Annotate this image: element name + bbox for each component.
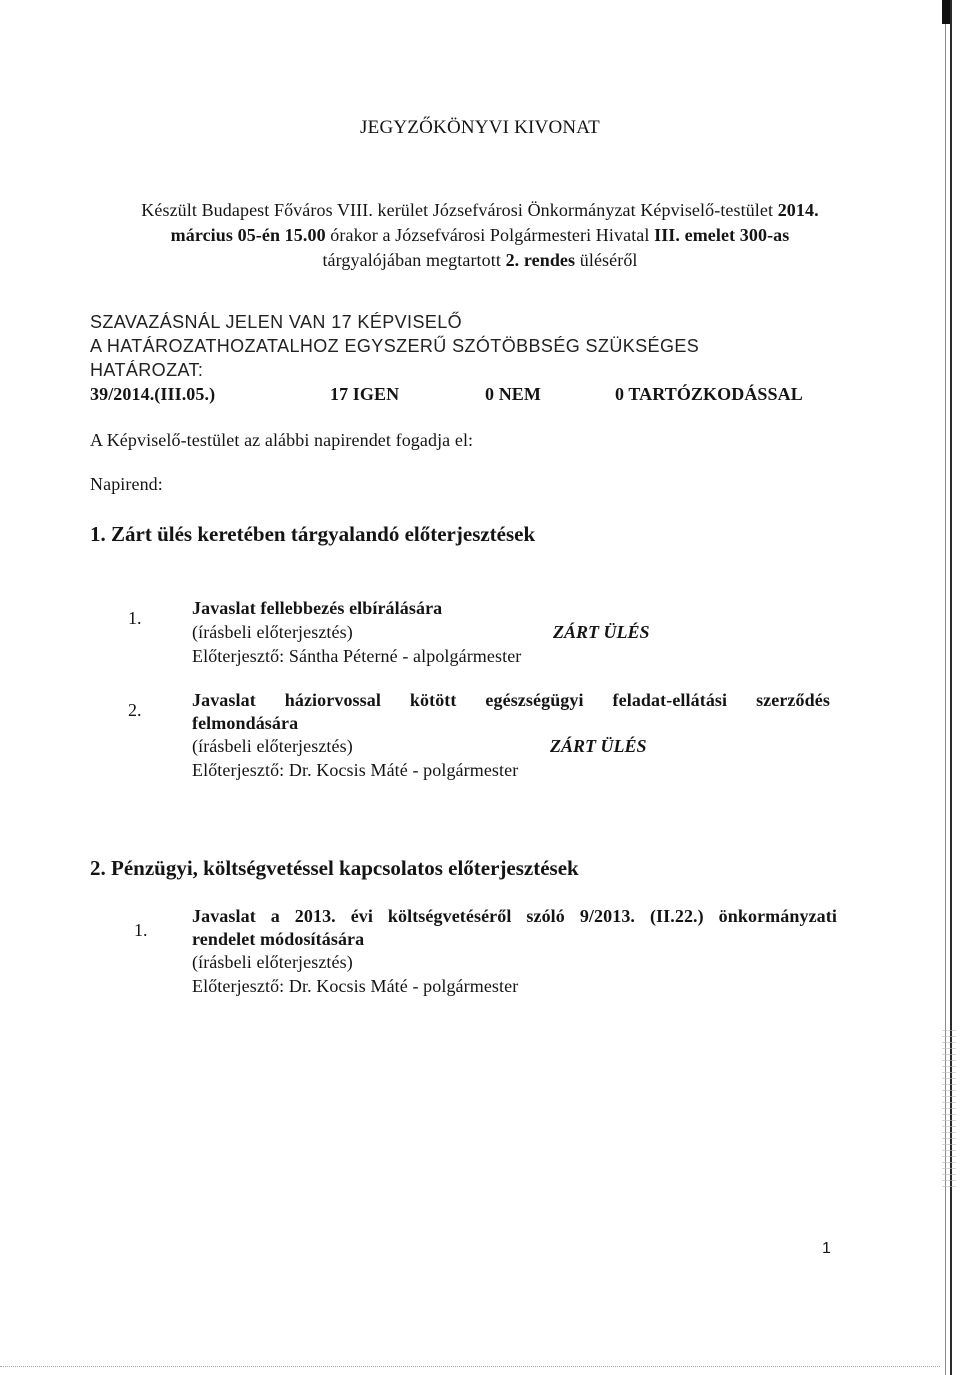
vote-no-text: 0 NEM [485,384,541,404]
item-title-line-2 [192,929,364,950]
vote-yes [330,384,399,405]
item-presenter: Előterjesztő: Dr. Kocsis Máté - polgármester [192,976,519,996]
vote-yes-text: 17 IGEN [330,384,400,404]
accept-text: A Képviselő-testület az alábbi napirendet fogadja el: [90,430,474,450]
item-title-word: (II.22.) [649,906,704,926]
item-type: (írásbeli előterjesztés) [192,952,353,972]
resolution-number [90,384,215,405]
intro-floor: III. [654,225,681,245]
vote-no [485,384,541,405]
intro-text: üléséről [575,250,638,270]
item-title-word: Javaslat [192,690,256,710]
closed-session-label: ZÁRT ÜLÉS [550,736,647,756]
item-title-word: költségvetéséről [387,906,512,926]
scan-bottom-border [0,1366,940,1367]
vote-present: SZAVAZÁSNÁL JELEN VAN 17 KÉPVISELŐ [90,312,463,332]
intro-text: órakor a Józsefvárosi Polgármesteri Hivatal [325,225,655,245]
item-title [192,598,442,619]
item-number: 1. [134,920,148,940]
item-title-word: Javaslat [192,906,256,926]
item-title-text: felmondására [192,713,299,733]
resolution-number-text: 39/2014.(III.05.) [90,384,216,404]
item-title-word: háziorvossal [284,690,381,710]
intro-line-2 [0,225,960,246]
item-title-word: feladat-ellátási [612,690,728,710]
item-title-word: egészségügyi [485,690,584,710]
vote-abstain [615,384,803,405]
section-heading-1: 1. Zárt ülés keretében tárgyalandó előterjesztések [90,522,536,546]
item-type: (írásbeli előterjesztés) [192,736,353,756]
resolution-label: HATÁROZAT: [90,360,204,380]
item-presenter: Előterjesztő: Sántha Péterné - alpolgármester [192,646,522,666]
item-title-word: szóló [526,906,565,926]
intro-line-1 [0,200,960,221]
item-title-word: 9/2013. [579,906,636,926]
document-title: JEGYZŐKÖNYVI KIVONAT [360,117,600,138]
item-title-word: kötött [409,690,457,710]
intro-text: tárgyalójában megtartott [322,250,506,270]
item-title-text: Javaslat fellebbezés elbírálására [192,598,443,618]
item-number: 2. [128,700,142,720]
intro-year: 2014. [777,200,819,220]
item-title-word: évi [350,906,373,926]
intro-date: március 05-én 15.00 [170,225,326,245]
item-title-word: önkormányzati [718,906,837,926]
page-number: 1 [822,1240,831,1257]
intro-text: Készült Budapest Főváros VIII. kerület Józsefvárosi Önkormányzat Képviselő-testület [141,200,778,220]
vote-abstain-text: 0 TARTÓZKODÁSSAL [615,384,803,404]
agenda-label: Napirend: [90,474,163,494]
scan-corner-mark [942,0,950,24]
item-type: (írásbeli előterjesztés) [192,622,353,642]
item-title [192,906,837,927]
intro-line-3 [0,250,960,271]
item-title [192,690,830,711]
vote-majority: A HATÁROZATHOZATALHOZ EGYSZERŰ SZÓTÖBBSÉG SZÜKSÉGES [90,336,700,356]
scan-noise [942,1030,956,1190]
section-heading-2: 2. Pénzügyi, költségvetéssel kapcsolatos előterjesztések [90,856,579,880]
item-presenter: Előterjesztő: Dr. Kocsis Máté - polgármester [192,760,519,780]
item-title-word: 2013. [294,906,336,926]
item-title-word: a [270,906,280,926]
closed-session-label: ZÁRT ÜLÉS [553,622,650,642]
item-number: 1. [128,608,142,628]
item-title-line-2 [192,713,298,734]
intro-room: emelet 300-as [680,225,790,245]
item-title-word: szerződés [756,690,830,710]
item-title-text: rendelet módosítására [192,929,365,949]
intro-session: 2. rendes [505,250,576,270]
